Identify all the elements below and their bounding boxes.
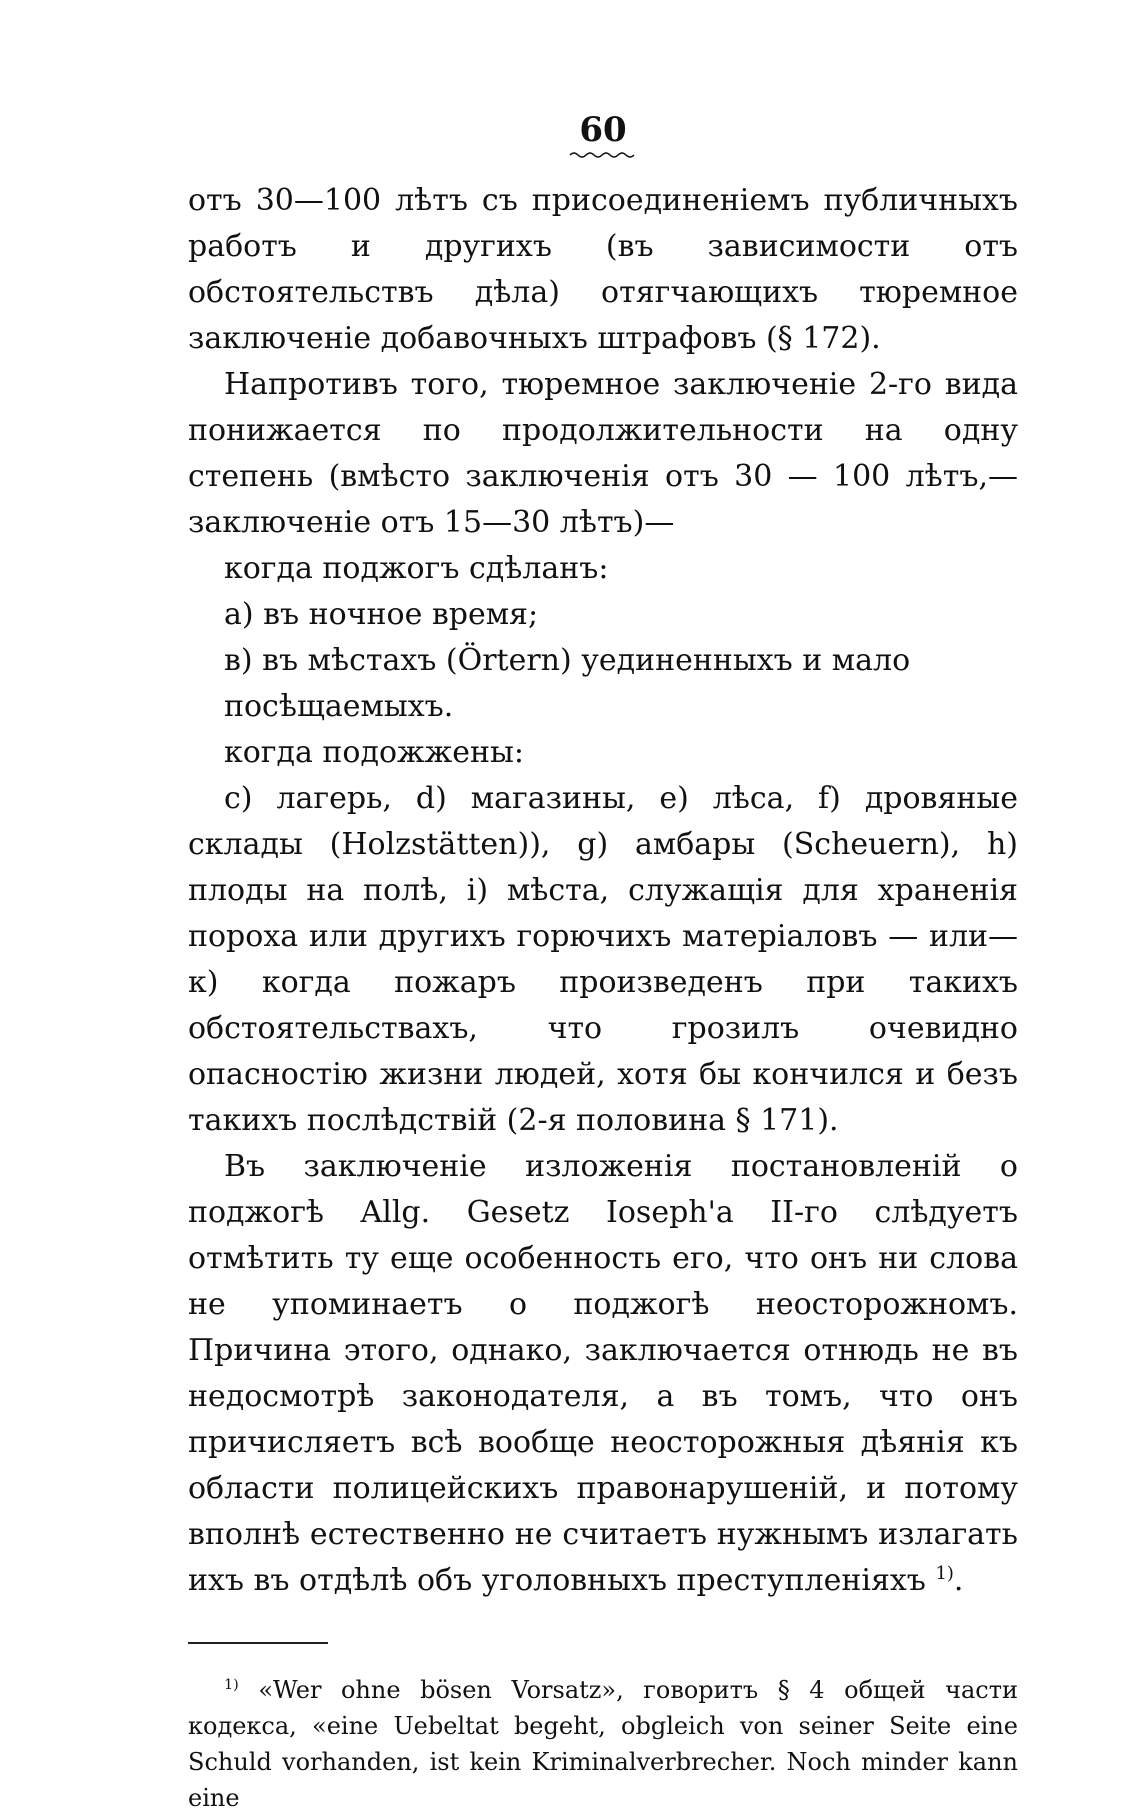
footnote-text-block (188, 1672, 1018, 1816)
conclusion-period: . (953, 1563, 964, 1598)
footnote-text: «Wer ohne bösen Vorsatz», говоритъ § 4 общей части кодекса, «eine Uebeltat begeht, obgleich von seiner Seite eine Schuld vorhanden, ist kein Kriminalverbrecher. Noch minder kann eine (188, 1676, 1018, 1812)
paragraph-1: отъ 30—100 лѣтъ съ присоединенiемъ публичныхъ работъ и другихъ (въ зависимости отъ обстоятельствъ дѣла) отягчающихъ тюремное заключенiе добавочныхъ штрафовъ (§ 172). (188, 183, 1018, 356)
paragraph-conclusion (188, 1144, 1018, 1604)
page-number: 60 (579, 110, 627, 150)
page-number-ornament (568, 150, 638, 160)
condition-b: в) въ мѣстахъ (Örtern) уединенныхъ и мало посѣщаемыхъ. (224, 643, 911, 724)
condition-heading-1: когда поджогъ сдѣланъ: (224, 551, 609, 586)
condition-heading-2: когда подожжены: (224, 735, 524, 770)
paragraph-2: Напротивъ того, тюремное заключенiе 2-го вида понижается по продолжительности на одну степень (вмѣсто заключенiя отъ 30 — 100 лѣтъ,—заключенiе отъ 15—30 лѣтъ)— (188, 367, 1018, 540)
condition-list-c-k: c) лагерь, d) магазины, e) лѣса, f) дровяные склады (Holzstätten)), g) амбары (Scheuern), h) плоды на полѣ, i) мѣста, служащiя для храненiя пороха или другихъ горючихъ матерiаловъ — или—к) когда пожаръ произведенъ при такихъ обстоятельствахъ, что грозилъ очевидно опасностiю жизни людей, хотя бы кончился и безъ такихъ послѣдствiй (2-я половина § 171). (188, 781, 1018, 1138)
book-page (188, 100, 1018, 1816)
conclusion-text: Въ заключенiе изложенiя постановленiй о поджогѣ Allg. Gesetz Ioseph'a II-го слѣдуетъ отмѣтить ту еще особенность его, что онъ ни слова не упоминаетъ о поджогѣ неосторожномъ. Причина этого, однако, заключается отнюдь не въ недосмотрѣ законодателя, а въ томъ, что онъ причисляетъ всѣ вообще неосторожныя дѣянiя къ области полицейскихъ правонарушенiй, и потому вполнѣ естественно не считаетъ нужнымъ излагать ихъ въ отдѣлѣ объ уголовныхъ преступленiяхъ (188, 1149, 1018, 1598)
footnote-separator (188, 1642, 328, 1644)
footnote-reference: 1) (935, 1563, 954, 1584)
condition-a: a) въ ночное время; (224, 597, 539, 632)
main-text (188, 178, 1018, 1604)
footnote (188, 1672, 1018, 1816)
footnote-marker: 1) (224, 1677, 239, 1693)
